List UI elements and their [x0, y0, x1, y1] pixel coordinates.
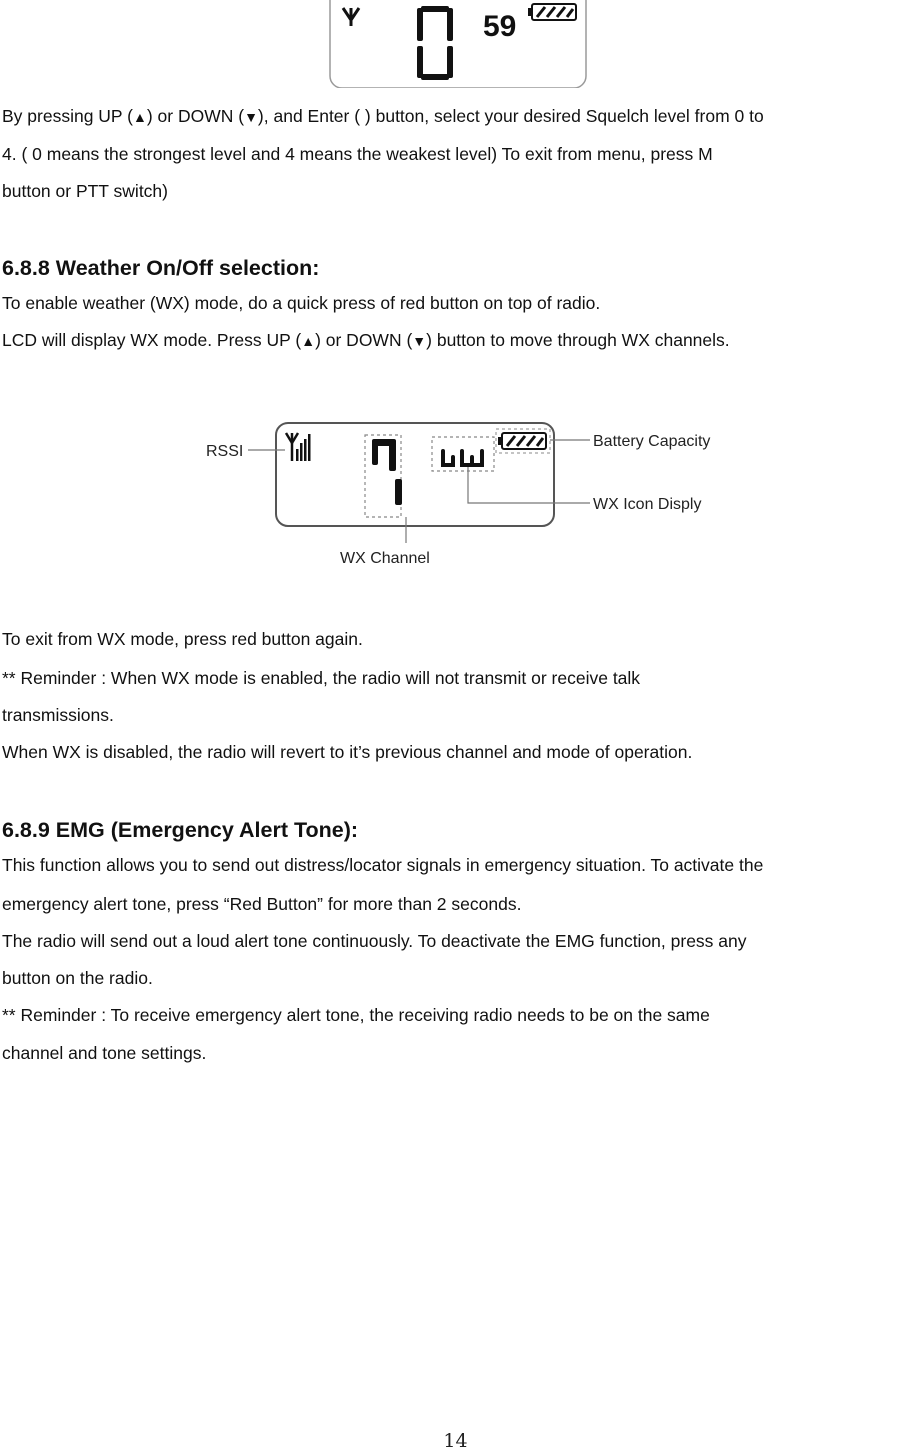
- squelch-lcd-display: [329, 0, 587, 88]
- weather-line-1: To enable weather (WX) mode, do a quick press of red button on top of radio.: [2, 293, 601, 313]
- emg-reminder-line-1: ** Reminder : To receive emergency alert tone, the receiving radio needs to be on the same: [2, 1005, 710, 1025]
- squelch-instructions-line-3: button or PTT switch): [2, 181, 168, 201]
- wx-disabled-line: When WX is disabled, the radio will revert to it’s previous channel and mode of operation.: [2, 742, 693, 762]
- down-triangle-icon: ▼: [412, 333, 427, 349]
- emg-line-3: The radio will send out a loud alert tone continuously. To deactivate the EMG function, press any: [2, 931, 747, 951]
- battery-capacity-label: Battery Capacity: [593, 433, 711, 450]
- weather-line-2: LCD will display WX mode. Press UP (▲) or DOWN (▼) button to move through WX channels.: [2, 330, 730, 350]
- up-triangle-icon: ▲: [132, 109, 147, 125]
- wx-channel-label: WX Channel: [340, 550, 430, 567]
- wx-lcd-diagram: [200, 415, 720, 575]
- down-triangle-icon: ▼: [244, 109, 258, 125]
- emg-reminder-line-2: channel and tone settings.: [2, 1043, 207, 1063]
- squelch-instructions-line-1: By pressing UP (▲) or DOWN (▼), and Enter ( ) button, select your desired Squelch level from 0 to: [2, 106, 764, 126]
- emg-section-heading: 6.8.9 EMG (Emergency Alert Tone):: [2, 818, 359, 842]
- up-triangle-icon: ▲: [301, 333, 316, 349]
- wx-icon-label: WX Icon Disply: [593, 496, 702, 513]
- squelch-instructions-line-2: 4. ( 0 means the strongest level and 4 means the weakest level) To exit from menu, press M: [2, 144, 713, 164]
- emg-line-1: This function allows you to send out distress/locator signals in emergency situation. To activate the: [2, 855, 764, 875]
- emg-line-4: button on the radio.: [2, 968, 153, 988]
- weather-section-heading: 6.8.8 Weather On/Off selection:: [2, 256, 320, 280]
- emg-line-2: emergency alert tone, press “Red Button” for more than 2 seconds.: [2, 894, 522, 914]
- wx-reminder-line-2: transmissions.: [2, 705, 114, 725]
- rssi-label: RSSI: [206, 443, 244, 460]
- page-number: 14: [443, 1430, 468, 1452]
- squelch-small-readout: 59: [483, 10, 517, 43]
- wx-reminder-line-1: ** Reminder : When WX mode is enabled, the radio will not transmit or receive talk: [2, 668, 641, 688]
- wx-exit-line: To exit from WX mode, press red button again.: [2, 629, 363, 649]
